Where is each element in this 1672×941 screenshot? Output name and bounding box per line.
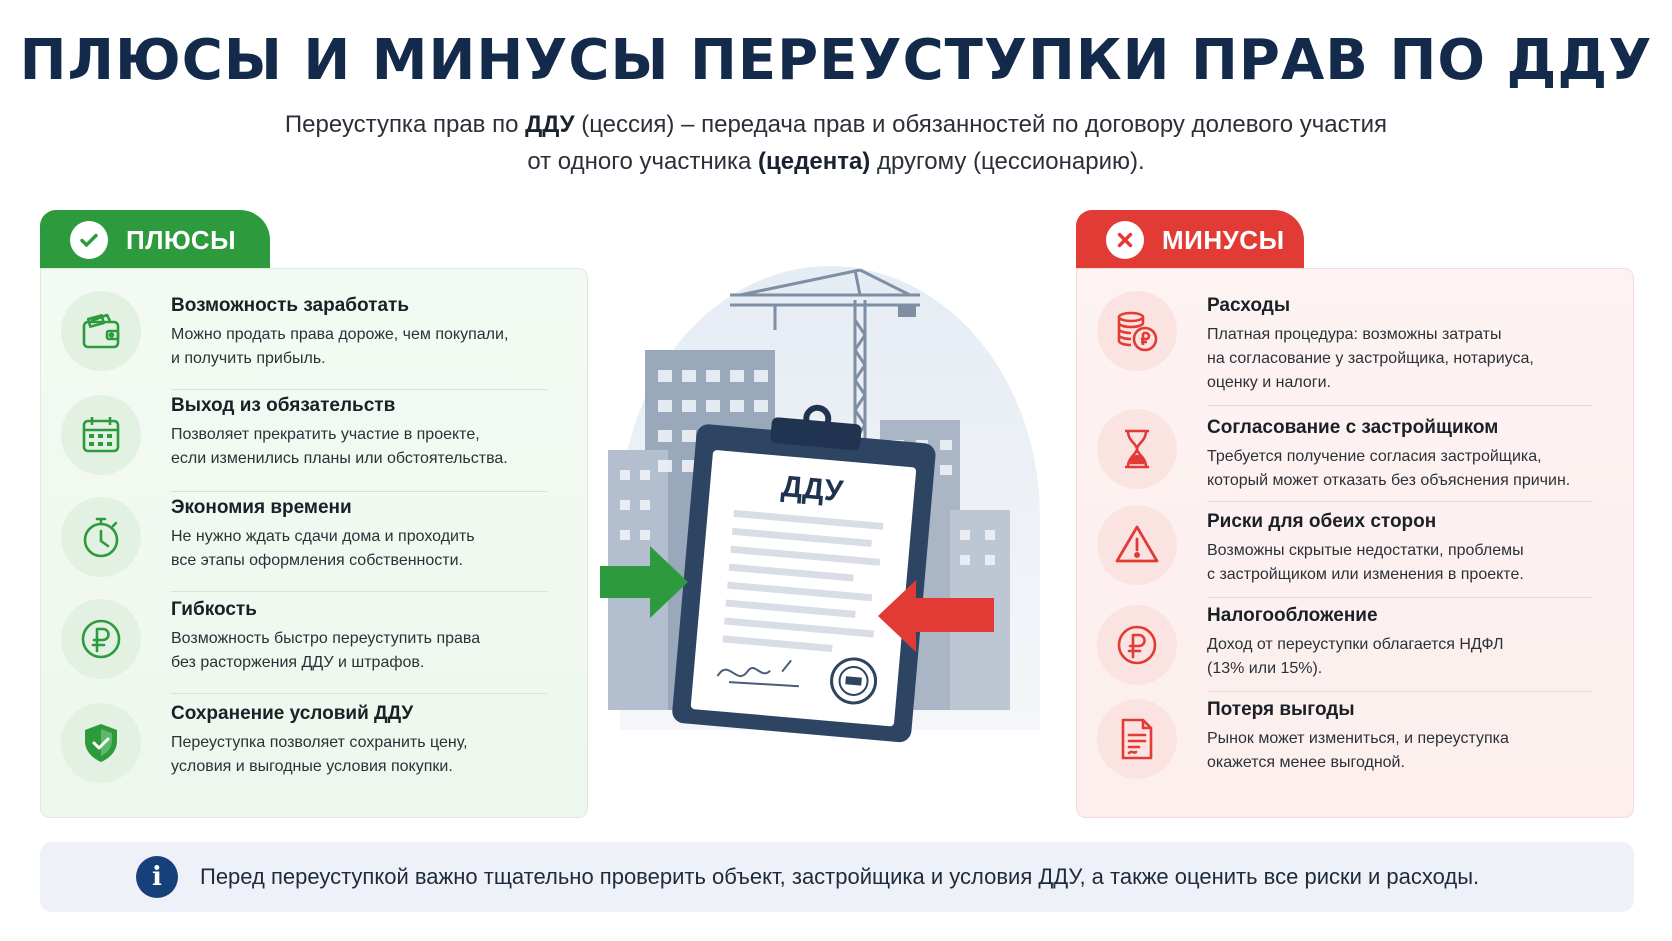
- cons-item-title: Риски для обеих сторон: [1207, 511, 1437, 532]
- subtitle-text: от одного участника: [527, 148, 759, 175]
- pros-item-text: все этапы оформления собственности.: [171, 552, 463, 569]
- hourglass-icon: [1097, 409, 1177, 489]
- pros-item-title: Сохранение условий ДДУ: [171, 703, 414, 724]
- info-note: [40, 842, 1634, 912]
- cons-item-text: с застройщиком или изменения в проекте.: [1207, 566, 1524, 583]
- divider: [1207, 405, 1593, 406]
- cons-tab: [1076, 210, 1304, 270]
- pros-item-text: если изменились планы или обстоятельства.: [171, 450, 508, 467]
- page-subtitle: [236, 106, 1436, 180]
- pros-item-text: Возможность быстро переуступить права: [171, 630, 481, 647]
- pros-tab: [40, 210, 270, 270]
- subtitle-bold: ДДУ: [525, 111, 575, 138]
- cons-item-title: Согласование с застройщиком: [1207, 417, 1499, 438]
- cons-item-text: окажется менее выгодной.: [1207, 754, 1405, 771]
- check-icon: [70, 221, 108, 259]
- calendar-icon: [61, 395, 141, 475]
- wallet-icon: [61, 291, 141, 371]
- subtitle-bold: (цедента): [758, 148, 871, 175]
- pros-item-text: Можно продать права дороже, чем покупали,: [171, 326, 509, 343]
- divider: [171, 389, 547, 390]
- ruble-icon: [61, 599, 141, 679]
- pros-item-text: Переуступка позволяет сохранить цену,: [171, 734, 468, 751]
- cross-icon: [1106, 221, 1144, 259]
- info-icon: i: [136, 856, 178, 898]
- cons-item-title: Расходы: [1207, 295, 1291, 316]
- subtitle-text: (цессия) – передача прав и обязанностей по договору долевого участия: [574, 111, 1388, 138]
- pros-item-title: Выход из обязательств: [171, 395, 396, 416]
- pros-panel: [40, 268, 588, 818]
- clipboard-title: ДДУ: [779, 469, 845, 509]
- cons-panel: [1076, 268, 1634, 818]
- pros-item-text: условия и выгодные условия покупки.: [171, 758, 453, 775]
- divider: [171, 591, 547, 592]
- pros-item-text: Не нужно ждать сдачи дома и проходить: [171, 528, 475, 545]
- divider: [1207, 501, 1593, 502]
- divider: [1207, 691, 1593, 692]
- subtitle-text: другому (цессионарию).: [870, 148, 1145, 175]
- info-note-text: Перед переуступкой важно тщательно проверить объект, застройщика и условия ДДУ, а также оценить все риски и расходы.: [200, 864, 1480, 889]
- pros-item-title: Экономия времени: [171, 497, 352, 518]
- pros-item-text: Позволяет прекратить участие в проекте,: [171, 426, 480, 443]
- cons-item-text: Доход от переуступки облагается НДФЛ: [1207, 636, 1504, 653]
- cons-item-title: Потеря выгоды: [1207, 699, 1355, 720]
- pros-tab-label: ПЛЮСЫ: [126, 224, 237, 255]
- city-clipboard-graphic: [600, 260, 1070, 800]
- divider: [171, 693, 547, 694]
- cons-item-text: на согласование у застройщика, нотариуса,: [1207, 350, 1534, 367]
- cons-item-text: который может отказать без объяснения причин.: [1207, 472, 1571, 489]
- shield-icon: [61, 703, 141, 783]
- divider: [171, 491, 547, 492]
- cons-item-title: Налогообложение: [1207, 605, 1378, 626]
- pros-item-text: без расторжения ДДУ и штрафов.: [171, 654, 425, 671]
- document-icon: [1097, 699, 1177, 779]
- subtitle-text: Переуступка прав по: [284, 111, 526, 138]
- cons-item-text: Платная процедура: возможны затраты: [1207, 326, 1502, 343]
- cons-tab-label: МИНУСЫ: [1162, 224, 1285, 255]
- cons-item-text: Возможны скрытые недостатки, проблемы: [1207, 542, 1524, 559]
- ruble-icon: [1097, 605, 1177, 685]
- coins-icon: [1097, 291, 1177, 371]
- cons-item-text: Рынок может измениться, и переуступка: [1207, 730, 1509, 747]
- cons-item-text: (13% или 15%).: [1207, 660, 1323, 677]
- cons-item-text: оценку и налоги.: [1207, 374, 1331, 391]
- pros-item-title: Гибкость: [171, 599, 257, 620]
- divider: [1207, 597, 1593, 598]
- stopwatch-icon: [61, 497, 141, 577]
- pros-item-text: и получить прибыль.: [171, 350, 326, 367]
- clipboard-illustration: [600, 260, 1070, 800]
- warning-icon: [1097, 505, 1177, 585]
- cons-item-text: Требуется получение согласия застройщика,: [1207, 448, 1542, 465]
- pros-item-title: Возможность заработать: [171, 295, 410, 316]
- page-title: ПЛЮСЫ И МИНУСЫ ПЕРЕУСТУПКИ ПРАВ ПО ДДУ: [19, 28, 1653, 93]
